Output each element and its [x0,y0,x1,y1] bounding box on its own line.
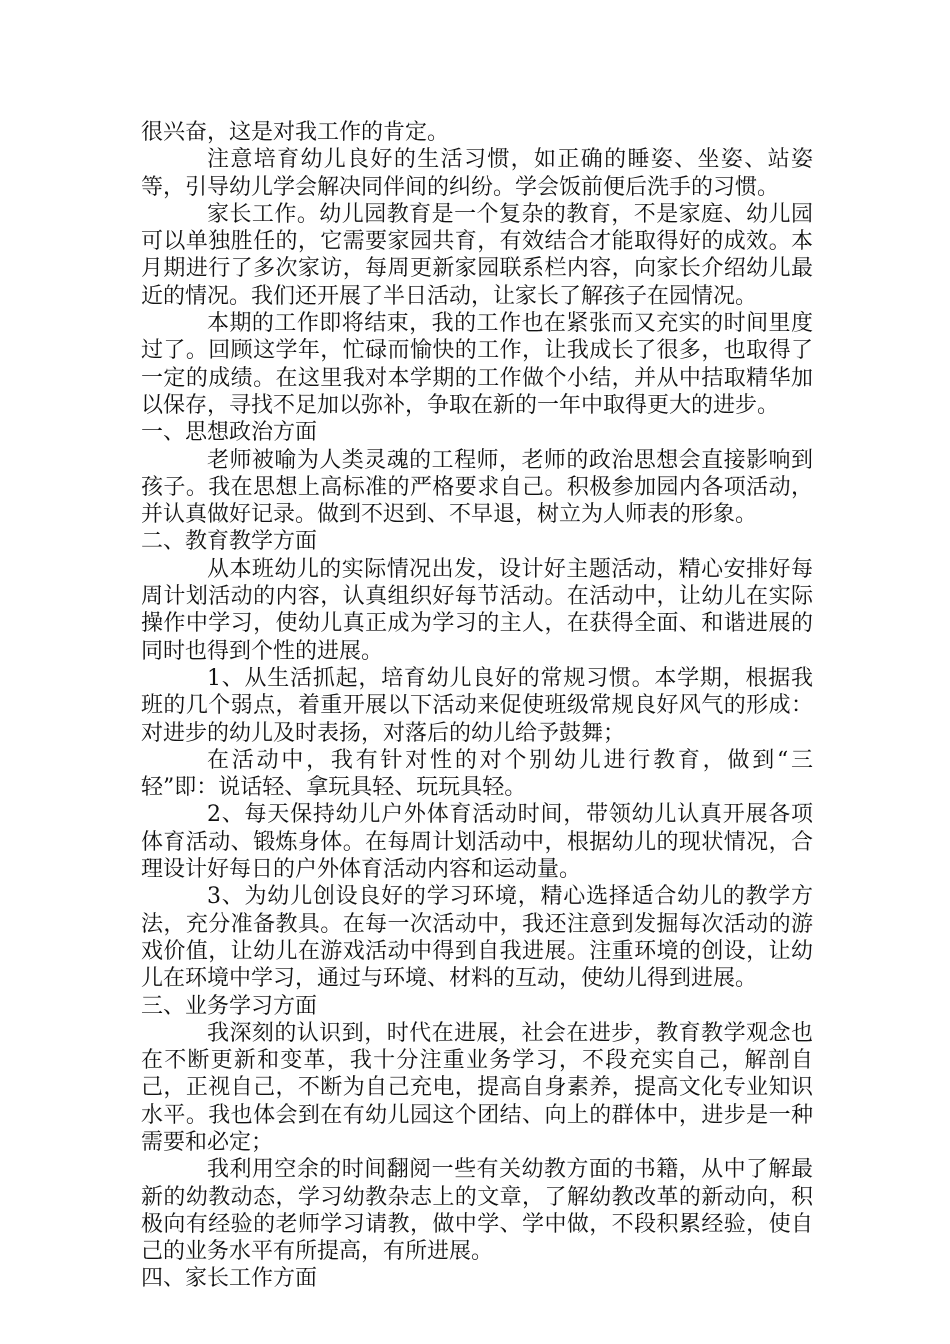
paragraph-item-2: 2、每天保持幼儿户外体育活动时间，带领幼儿认真开展各项体育活动、锻炼身体。在每周计划活动中，根据幼儿的现状情况，合理设计好每日的户外体育活动内容和运动量。 [141,802,813,883]
paragraph-parent-work: 家长工作。幼儿园教育是一个复杂的教育，不是家庭、幼儿园可以单独胜任的，它需要家园共育，有效结合才能取得好的成效。本月期进行了多次家访，每周更新家园联系栏内容，向家长介绍幼儿最近的情况。我们还开展了半日活动，让家长了解孩子在园情况。 [141,201,813,309]
paragraph-item-1: 1、从生活抓起，培育幼儿良好的常规习惯。本学期，根据我班的几个弱点，着重开展以下活动来促使班级常规良好风气的形成：对进步的幼儿及时表扬，对落后的幼儿给予鼓舞； [141,665,813,746]
paragraph-item-3: 3、为幼儿创设良好的学习环境，精心选择适合幼儿的教学方法，充分准备教具。在每一次活动中，我还注意到发掘每次活动的游戏价值，让幼儿在游戏活动中得到自我进展。注重环境的创设，让幼儿在环境中学习，通过与环境、材料的互动，使幼儿得到进展。 [141,884,813,992]
paragraph-study: 我深刻的认识到，时代在进展，社会在进步，教育教学观念也在不断更新和变革，我十分注重业务学习，不段充实自己，解剖自己，正视自己，不断为自己充电，提高自身素养，提高文化专业知识水平。我也体会到在有幼儿园这个团结、向上的群体中，进步是一种需要和必定； [141,1020,813,1155]
paragraph-item-1-detail: 在活动中，我有针对性的对个别幼儿进行教育，做到“三轻”即：说话轻、拿玩具轻、玩玩具轻。 [141,747,813,801]
document-page [141,119,813,1293]
section-heading-politics: 一、思想政治方面 [141,420,318,446]
paragraph-politics: 老师被喻为人类灵魂的工程师，老师的政治思想会直接影响到孩子。我在思想上高标准的严格要求自己。积极参加园内各项活动，并认真做好记录。做到不迟到、不早退，树立为人师表的形象。 [141,447,813,528]
section-heading-teaching: 二、教育教学方面 [141,529,318,555]
paragraph-continuation: 很兴奋，这是对我工作的肯定。 [141,120,450,145]
section-heading-study: 三、业务学习方面 [141,993,318,1019]
paragraph-study-reading: 我利用空余的时间翻阅一些有关幼教方面的书籍，从中了解最新的幼教动态，学习幼教杂志上的文章，了解幼教改革的新动向，积极向有经验的老师学习请教，做中学、学中做，不段积累经验，使自己的业务水平有所提高，有所进展。 [141,1157,813,1265]
paragraph-summary-intro: 本期的工作即将结束，我的工作也在紧张而又充实的时间里度过了。回顾这学年，忙碌而愉快的工作，让我成长了很多，也取得了一定的成绩。在这里我对本学期的工作做个小结，并从中拮取精华加以保存，寻找不足加以弥补，争取在新的一年中取得更大的进步。 [141,311,813,418]
paragraph-teaching: 从本班幼儿的实际情况出发，设计好主题活动，精心安排好每周计划活动的内容，认真组织好每节活动。在活动中，让幼儿在实际操作中学习，使幼儿真正成为学习的主人，在获得全面、和谐进展的同时也得到个性的进展。 [141,556,813,664]
paragraph-habits: 注意培育幼儿良好的生活习惯，如正确的睡姿、坐姿、站姿等，引导幼儿学会解决同伴间的纠纷。学会饭前便后洗手的习惯。 [141,147,813,200]
section-heading-parents: 四、家长工作方面 [141,1266,318,1292]
